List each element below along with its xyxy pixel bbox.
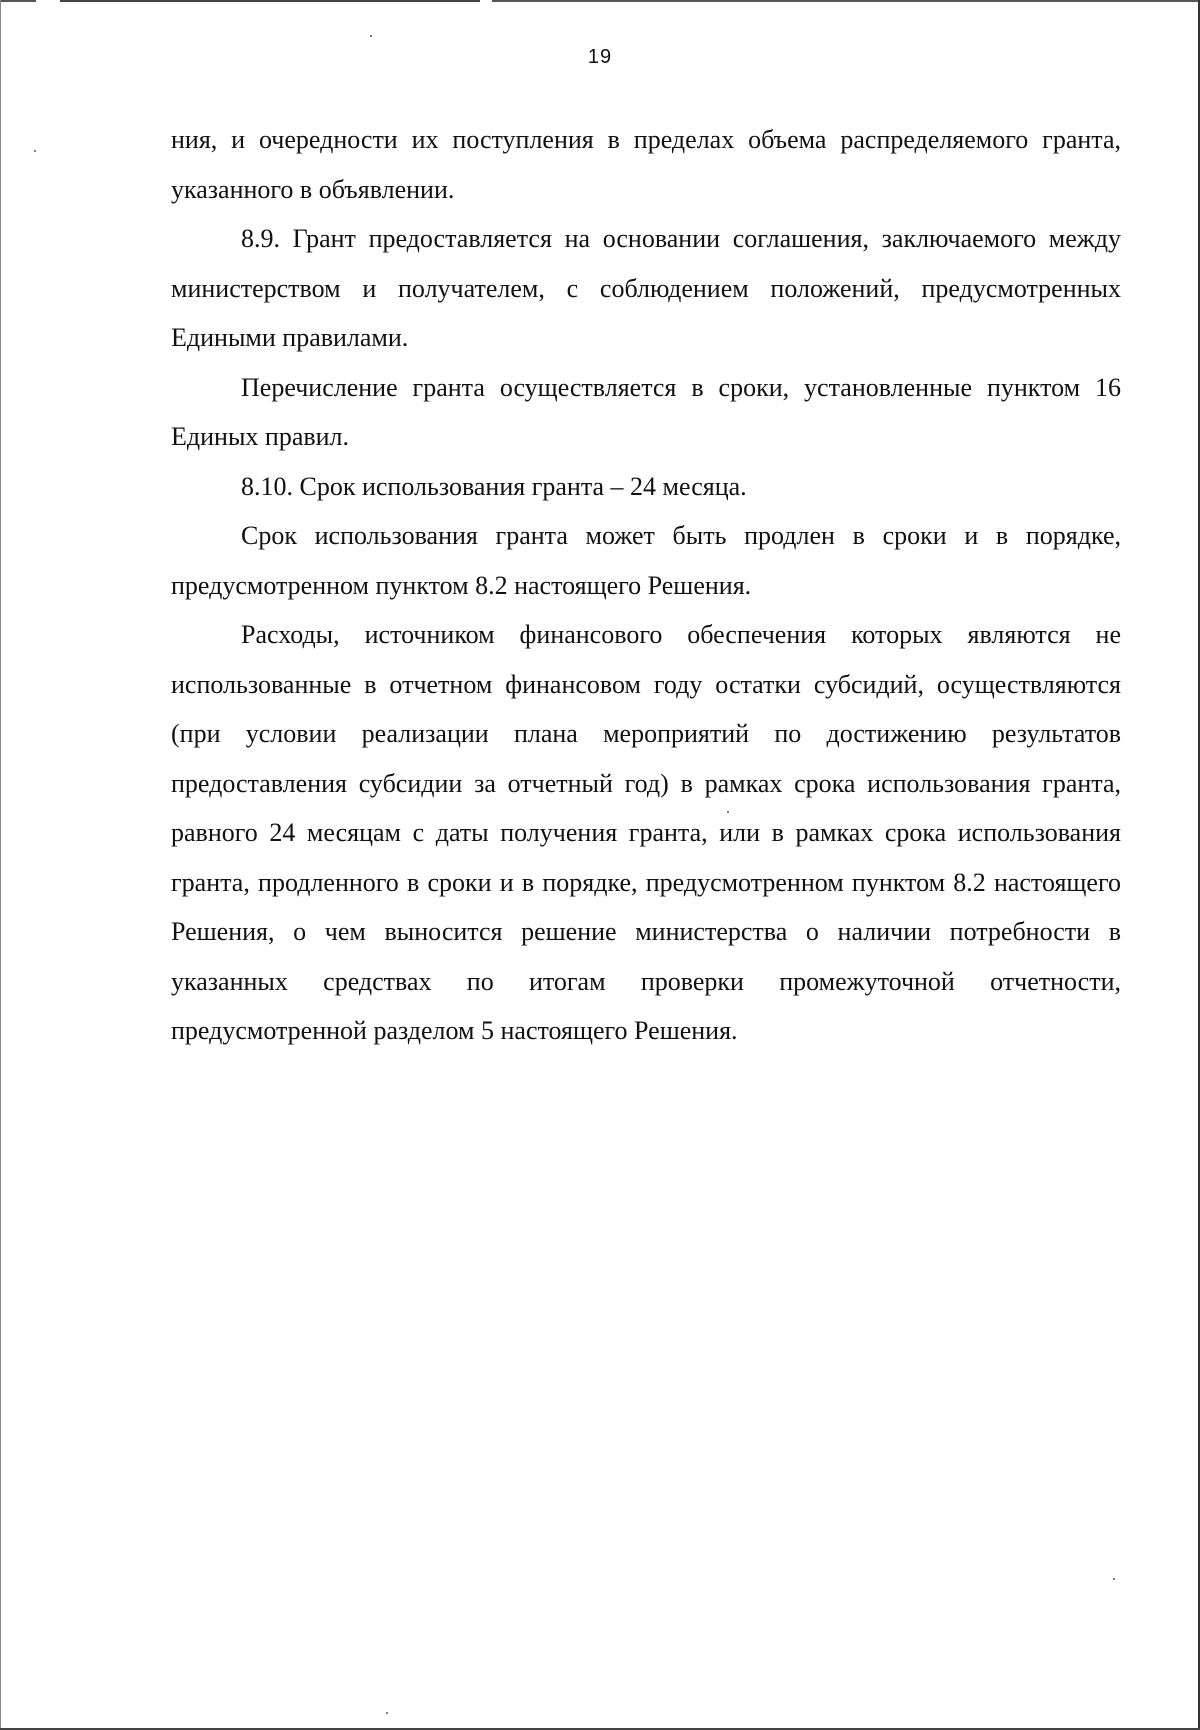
scan-speck — [370, 35, 372, 37]
scan-edge-left — [0, 0, 1, 1730]
paragraph-8-9: 8.9. Грант предоставляется на основании соглашения, заключаемого между министерством и получателем, с соблюдением положений, предусмотренных Едиными правилами. — [171, 224, 1121, 352]
document-body — [171, 115, 1121, 1056]
scan-edge-top — [0, 0, 1200, 2]
paragraph-8-10: 8.10. Срок использования гранта – 24 месяца. — [241, 471, 747, 501]
paragraph-transfer: Перечисление гранта осуществляется в сроки, установленные пунктом 16 Единых правил. — [171, 372, 1121, 451]
paragraph-extension: Срок использования гранта может быть продлен в сроки и в порядке, предусмотренном пунктом 8.2 настоящего Решения. — [171, 521, 1121, 600]
paragraph-continuation: ния, и очередности их поступления в пределах объема распределяемого гранта, указанного в объявлении. — [171, 125, 1121, 204]
paragraph-expenses: Расходы, источником финансового обеспечения которых являются не использованные в отчетном финансовом году остатки субсидий, осуществляются (при условии реализации плана мероприятий по достижению результатов предоставления субсидии за отчетный год) в рамках срока использования гранта, равного 24 месяцам с даты получения гранта, или в рамках срока использования гранта, продленного в сроки и в порядке, предусмотренном пунктом 8.2 настоящего Решения, о чем выносится решение министерства о наличии потребности в указанных средствах по итогам проверки промежуточной отчетности, предусмотренной разделом 5 настоящего Решения. — [171, 620, 1121, 1045]
scan-speck — [1113, 1578, 1115, 1580]
scan-speck — [386, 1712, 388, 1714]
page-number: 19 — [587, 46, 613, 68]
scan-speck — [34, 150, 36, 152]
